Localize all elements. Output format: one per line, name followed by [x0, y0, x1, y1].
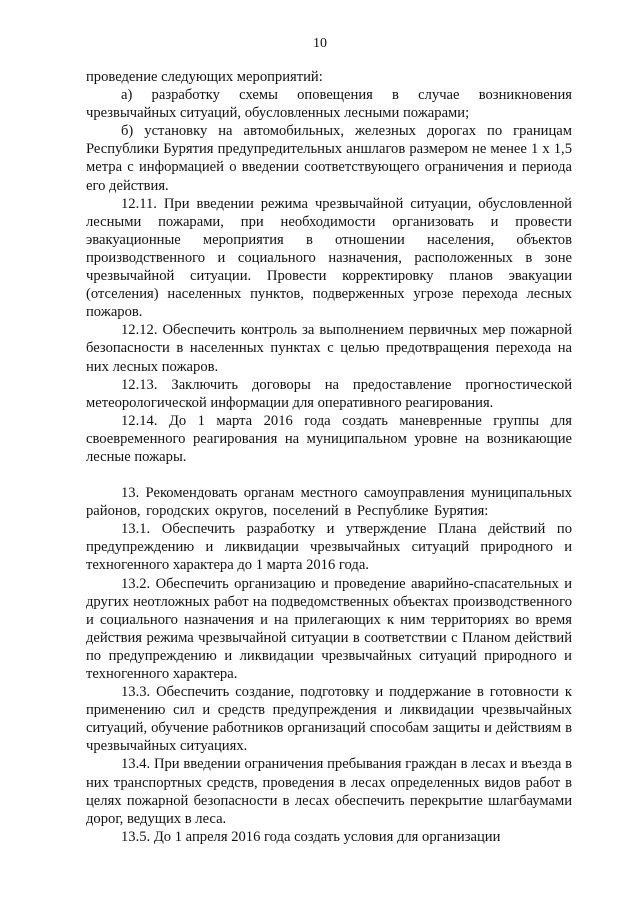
- clause-12-13: 12.13. Заключить договоры на предоставление прогностической метеорологической информации для оперативного реагирования.: [86, 376, 572, 411]
- section-spacer: [86, 466, 572, 484]
- clause-13-2: 13.2. Обеспечить организацию и проведение аварийно-спасательных и других неотложных работ на подведомственных объектах производственного и социального назначения и на прилегающих к ним территориях во время действия режима чрезвычайной ситуации в соответствии с Планом действий по предупреждению и ликвидации чрезвычайных ситуаций природного и техногенного характера.: [86, 575, 572, 682]
- clause-13-4: 13.4. При введении ограничения пребывания граждан в лесах и въезда в них транспортных средств, проведения в лесах определенных видов работ в целях пожарной безопасности в лесах обеспечить перекрытие шлагбаумами дорог, ведущих в леса.: [86, 756, 572, 827]
- clause-13-1: 13.1. Обеспечить разработку и утверждение Плана действий по предупреждению и ликвидации чрезвычайных ситуаций природного и техногенного характера до 1 марта 2016 года.: [86, 521, 572, 574]
- clause-12-12: 12.12. Обеспечить контроль за выполнением первичных мер пожарной безопасности в населенных пунктах с целью предотвращения перехода на них лесных пожаров.: [86, 322, 572, 375]
- clause-13-5: 13.5. До 1 апреля 2016 года создать условия для организации: [121, 828, 501, 845]
- page-number: 10: [313, 36, 327, 51]
- document-body: [86, 68, 572, 846]
- clause-13-3: 13.3. Обеспечить создание, подготовку и поддержание в готовности к применению сил и средств предупреждения и ликвидации чрезвычайных ситуаций, обучение работников организаций способам защиты и действиям в чрезвычайных ситуациях.: [86, 684, 572, 755]
- clause-13: 13. Рекомендовать органам местного самоуправления муниципальных районов, городских округов, поселений в Республике Бурятия:: [86, 485, 572, 520]
- clause-12-14: 12.14. До 1 марта 2016 года создать маневренные группы для своевременного реагирования на муниципальном уровне на возникающие лесные пожары.: [86, 412, 572, 465]
- item-a-paragraph: а) разработку схемы оповещения в случае возникновения чрезвычайных ситуаций, обусловленных лесными пожарами;: [86, 87, 572, 122]
- intro-paragraph: проведение следующих мероприятий:: [86, 69, 323, 85]
- clause-12-11: 12.11. При введении режима чрезвычайной ситуации, обусловленной лесными пожарами, при необходимости организовать и провести эвакуационные мероприятия в отношении населения, объектов производственного и социального назначения, расположенных в зоне чрезвычайной ситуации. Провести корректировку планов эвакуации (отселения) населенных пунктов, подверженных угрозе перехода лесных пожаров.: [86, 195, 572, 321]
- item-b-paragraph: б) установку на автомобильных, железных дорогах по границам Республики Бурятия предупредительных аншлагов размером не менее 1 х 1,5 метра с информацией о введении соответствующего ограничения и периода его действия.: [86, 123, 572, 194]
